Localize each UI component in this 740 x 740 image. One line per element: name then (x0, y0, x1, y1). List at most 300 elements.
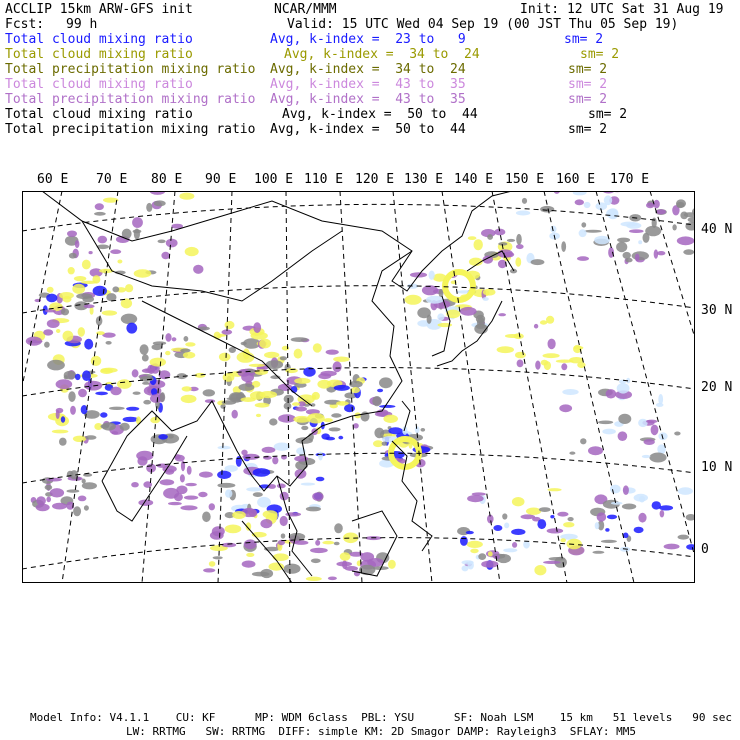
cloud-blob-lightblue (429, 271, 435, 280)
cloud-blob-purple (241, 372, 254, 382)
cloud-blob-lightblue (610, 485, 621, 494)
legend-desc: Avg, k-index = 43 to 35 (270, 92, 466, 107)
cloud-blob-yellow (125, 284, 133, 292)
cloud-blob-gray (64, 371, 76, 380)
cloud-blob-gray (153, 341, 166, 345)
cloud-blob-gray (284, 564, 301, 574)
cloud-blob-purple (52, 503, 67, 510)
cloud-blob-gray (616, 242, 627, 252)
cloud-blob-lightblue (602, 429, 616, 435)
cloud-blob-gray (143, 400, 151, 405)
cloud-blob-yellow (512, 497, 525, 506)
cloud-blob-purple (110, 387, 121, 396)
cloud-blob-yellow (333, 357, 350, 362)
cloud-blob-lightblue (415, 426, 420, 433)
cloud-blob-gray (284, 402, 292, 409)
cloud-blob-gray (203, 389, 215, 396)
cloud-blob-yellow (225, 525, 242, 534)
cloud-blob-yellow (232, 511, 246, 519)
cloud-blob-purple (516, 244, 524, 249)
cloud-blob-yellow (264, 352, 279, 358)
cloud-blob-gray (238, 384, 254, 391)
model-title: ACCLIP 15km ARW-GFS init (5, 2, 193, 17)
cloud-blob-blue (217, 471, 231, 479)
cloud-blob-yellow (59, 292, 74, 299)
cloud-blob-yellow (219, 353, 231, 362)
cloud-blob-gray (531, 259, 545, 265)
cloud-blob-gray (146, 203, 152, 212)
cloud-blob-purple (253, 322, 261, 333)
cloud-blob-blue (493, 525, 502, 531)
cloud-blob-gray (133, 392, 141, 395)
cloud-blob-blue (291, 386, 298, 393)
cloud-blob-yellow (246, 553, 254, 557)
cloud-blob-gray (382, 442, 388, 446)
cloud-blob-gray (598, 421, 613, 425)
cloud-blob-yellow (534, 565, 546, 575)
cloud-blob-gray (59, 438, 67, 446)
cloud-blob-gray (372, 396, 381, 406)
legend-desc: Avg, k-index = 50 to 44 (270, 122, 466, 137)
cloud-blob-lightblue (658, 394, 663, 405)
cloud-blob-purple (161, 252, 169, 260)
cloud-blob-gray (374, 428, 384, 439)
cloud-blob-yellow (470, 549, 478, 554)
cloud-blob-purple (26, 337, 42, 346)
cloud-blob-purple (260, 519, 272, 528)
legend-field: Total cloud mixing ratio (5, 107, 193, 122)
map-panel (22, 191, 695, 583)
cloud-blob-purple (328, 577, 337, 581)
cloud-blob-gray (184, 336, 189, 342)
init-time: Init: 12 UTC Sat 31 Aug 19 (520, 2, 724, 17)
cloud-blob-lightblue (579, 229, 587, 237)
cloud-blob-blue (511, 529, 525, 535)
cloud-blob-gray (134, 229, 140, 240)
cloud-blob-purple (333, 361, 342, 372)
cloud-blob-lightblue (638, 419, 648, 427)
legend-field: Total precipitation mixing ratio (5, 62, 256, 77)
cloud-blob-lightblue (246, 487, 262, 491)
legend-sm: sm= 2 (580, 47, 620, 62)
cloud-blob-yellow (292, 402, 300, 406)
cloud-blob-gray (301, 426, 308, 430)
cloud-blob-blue (100, 412, 107, 417)
cloud-blob-yellow (74, 276, 86, 281)
cloud-blob-yellow (102, 310, 117, 315)
cloud-blob-purple (180, 474, 185, 482)
cloud-blob-lightblue (584, 202, 591, 208)
cloud-blob-gray (202, 512, 211, 523)
cloud-blob-purple (517, 360, 524, 368)
cloud-blob-purple (543, 561, 561, 564)
cloud-blob-purple (575, 199, 584, 205)
cloud-blob-gray (676, 202, 684, 208)
cloud-blob-lightblue (595, 522, 600, 529)
cloud-blob-blue (46, 294, 57, 303)
lon-label: 170 E (610, 172, 650, 187)
cloud-blob-yellow (185, 342, 195, 346)
cloud-blob-gray (683, 249, 694, 255)
cloud-blob-yellow (209, 561, 216, 567)
cloud-blob-gray (222, 400, 236, 405)
cloud-blob-purple (198, 492, 207, 497)
cloud-blob-blue (605, 528, 609, 532)
cloud-blob-purple (43, 329, 53, 335)
legend-sm: sm= 2 (568, 77, 608, 92)
cloud-blob-yellow (185, 247, 199, 256)
cloud-blob-yellow (544, 361, 551, 370)
cloud-blob-lightblue (678, 487, 693, 495)
cloud-blob-purple (651, 425, 659, 436)
cloud-blob-gray (85, 435, 96, 440)
cloud-blob-gray (623, 252, 631, 259)
cloud-blob-purple (534, 324, 538, 329)
fcst-value: 99 h (66, 17, 98, 32)
cloud-blob-gray (652, 218, 657, 229)
cloud-blob-yellow (483, 289, 496, 296)
lon-label: 110 E (304, 172, 344, 187)
legend-sm: sm= 2 (564, 32, 604, 47)
model-info-line2: LW: RRTMG SW: RRTMG DIFF: simple KM: 2D Smagor DAMP: Rayleigh3 SFLAY: MM5 (126, 725, 636, 738)
lat-label: 20 N (701, 380, 733, 395)
cloud-blob-yellow (405, 295, 422, 305)
cloud-blob-yellow (259, 391, 277, 398)
cloud-blob-purple (78, 496, 87, 502)
legend-field: Total cloud mixing ratio (5, 32, 193, 47)
legend-field: Total precipitation mixing ratio (5, 122, 256, 137)
cloud-blob-yellow (100, 368, 113, 374)
cloud-blob-purple (176, 486, 187, 495)
lon-label: 140 E (454, 172, 494, 187)
cloud-blob-purple (677, 236, 695, 245)
cloud-blob-purple (557, 512, 568, 517)
cloud-blob-purple (174, 493, 183, 501)
cloud-blob-purple (656, 209, 666, 214)
cloud-blob-gray (334, 542, 340, 546)
cloud-blob-yellow (249, 364, 265, 367)
cloud-blob-gray (76, 293, 92, 299)
cloud-blob-lightblue (225, 489, 232, 497)
cloud-blob-gray (601, 540, 617, 543)
cloud-blob-yellow (165, 351, 170, 355)
legend-sm: sm= 2 (568, 62, 608, 77)
cloud-blob-purple (280, 516, 288, 526)
cloud-blob-gray (476, 324, 486, 329)
cloud-blob-gray (84, 505, 89, 510)
cloud-blob-blue (460, 536, 468, 546)
lon-label: 70 E (96, 172, 128, 187)
cloud-blob-purple (618, 431, 628, 441)
cloud-blob-gray (502, 513, 507, 519)
cloud-blob-gray (94, 212, 106, 216)
cloud-blob-purple (646, 420, 657, 424)
cloud-blob-gray (561, 241, 566, 252)
cloud-blob-yellow (52, 430, 69, 434)
cloud-blob-gray (284, 395, 294, 403)
cloud-blob-yellow (82, 260, 91, 270)
cloud-blob-yellow (183, 352, 195, 359)
cloud-blob-yellow (543, 353, 560, 358)
cloud-blob-purple (295, 407, 307, 412)
cloud-blob-lightblue (594, 236, 610, 245)
legend-field: Total cloud mixing ratio (5, 47, 193, 62)
cloud-blob-purple (131, 482, 139, 487)
lon-label: 60 E (37, 172, 69, 187)
cloud-blob-gray (154, 200, 166, 206)
cloud-blob-gray (106, 341, 112, 345)
cloud-blob-purple (75, 240, 80, 248)
cloud-blob-purple (242, 561, 256, 568)
cloud-blob-purple (168, 502, 182, 505)
cloud-blob-yellow (505, 334, 520, 338)
cloud-blob-purple (606, 389, 617, 398)
cloud-blob-yellow (263, 510, 278, 518)
cloud-blob-yellow (467, 541, 483, 548)
cloud-blob-purple (559, 404, 572, 412)
cloud-blob-purple (209, 503, 215, 510)
lon-label: 160 E (556, 172, 596, 187)
cloud-blob-gray (168, 434, 173, 438)
legend-desc: Avg, k-index = 23 to 9 (270, 32, 466, 47)
cloud-blob-purple (629, 229, 644, 233)
cloud-blob-purple (548, 339, 556, 350)
cloud-blob-lightblue (617, 383, 630, 394)
cloud-blob-yellow (324, 418, 333, 422)
cloud-blob-gray (120, 423, 130, 431)
cloud-blob-purple (210, 531, 224, 540)
cloud-blob-purple (172, 337, 177, 341)
cloud-blob-purple (78, 389, 87, 398)
cloud-blob-purple (165, 333, 171, 342)
cloud-blob-yellow (474, 239, 483, 250)
cloud-blob-blue (652, 501, 661, 509)
cloud-blob-yellow (556, 360, 574, 363)
cloud-blob-purple (660, 510, 665, 517)
cloud-blob-gray (632, 251, 649, 260)
legend-sm: sm= 2 (588, 107, 628, 122)
cloud-blob-gray (622, 504, 636, 510)
cloud-blob-blue (334, 385, 350, 391)
cloud-blob-lightblue (516, 211, 530, 216)
cloud-blob-gray (311, 559, 321, 564)
cloud-blob-purple (67, 231, 77, 237)
cloud-blob-purple (199, 472, 213, 478)
cloud-blob-purple (46, 478, 62, 482)
cloud-blob-gray (592, 551, 604, 554)
cloud-blob-yellow (294, 349, 303, 359)
cloud-blob-lightblue (318, 452, 323, 461)
cloud-blob-purple (646, 202, 654, 208)
cloud-blob-yellow (73, 436, 86, 442)
cloud-blob-lightblue (638, 240, 642, 244)
cloud-blob-gray (68, 391, 75, 402)
cloud-blob-yellow (546, 316, 554, 324)
cloud-blob-yellow (497, 346, 514, 353)
cloud-blob-purple (588, 446, 603, 455)
cloud-blob-gray (331, 413, 341, 417)
cloud-blob-purple (638, 513, 646, 523)
cloud-blob-lightblue (218, 446, 231, 450)
cloud-blob-gray (487, 234, 493, 240)
cloud-blob-purple (98, 236, 108, 244)
cloud-blob-yellow (313, 343, 322, 352)
cloud-blob-gray (61, 308, 69, 315)
cloud-blob-gray (253, 492, 263, 497)
cloud-blob-gray (67, 489, 80, 492)
cloud-blob-yellow (340, 552, 351, 561)
cloud-blob-purple (132, 217, 143, 228)
cloud-blob-yellow (294, 378, 310, 384)
cloud-blob-gray (45, 485, 53, 490)
cloud-blob-blue (537, 519, 546, 529)
cloud-blob-purple (547, 528, 564, 533)
cloud-blob-yellow (285, 368, 297, 373)
cloud-blob-purple (577, 256, 589, 261)
cloud-blob-purple (160, 479, 175, 485)
cloud-blob-blue (61, 416, 65, 422)
cloud-blob-blue (95, 392, 108, 396)
cloud-blob-gray (649, 453, 666, 463)
cloud-blob-lightblue (483, 297, 489, 301)
cloud-blob-yellow (181, 395, 197, 403)
cloud-blob-gray (568, 517, 574, 521)
cloud-blob-gray (69, 253, 77, 259)
cloud-blob-lightblue (504, 523, 509, 529)
cloud-blob-gray (241, 342, 247, 345)
cloud-blob-purple (272, 456, 278, 464)
cloud-blob-purple (203, 568, 215, 572)
cloud-blob-yellow (256, 414, 261, 417)
cloud-blob-gray (569, 452, 575, 455)
model-info-line1: Model Info: V4.1.1 CU: KF MP: WDM 6class PBL: YSU SF: Noah LSM 15 km 51 levels 90 sec (30, 711, 732, 724)
cloud-blob-purple (280, 492, 289, 501)
lat-label: 30 N (701, 303, 733, 318)
cloud-blob-gray (281, 533, 286, 538)
cloud-blob-yellow (81, 281, 97, 284)
cloud-blob-yellow (547, 488, 561, 491)
cloud-blob-purple (353, 423, 359, 428)
cloud-blob-yellow (259, 339, 271, 349)
cloud-blob-lightblue (468, 561, 474, 570)
cloud-blob-purple (175, 455, 185, 462)
cloud-blob-blue (158, 434, 168, 440)
cloud-blob-gray (329, 427, 341, 431)
cloud-blob-gray (581, 222, 586, 227)
legend-desc: Avg, k-index = 34 to 24 (284, 47, 480, 62)
cloud-blob-lightblue (462, 565, 469, 571)
cloud-blob-yellow (150, 358, 166, 367)
cloud-blob-purple (205, 399, 215, 403)
cloud-blob-lightblue (642, 455, 651, 458)
cloud-blob-yellow (336, 401, 349, 406)
cloud-blob-purple (664, 544, 680, 550)
cloud-blob-blue (93, 286, 107, 296)
cloud-blob-blue (377, 389, 383, 392)
cloud-blob-purple (110, 249, 121, 254)
cloud-blob-purple (84, 381, 102, 391)
cloud-blob-gray (96, 316, 103, 325)
cloud-blob-blue (84, 339, 93, 350)
cloud-blob-yellow (306, 577, 322, 581)
cloud-blob-blue (634, 527, 644, 533)
cloud-blob-yellow (322, 541, 334, 545)
cloud-blob-purple (56, 410, 60, 419)
cloud-blob-gray (180, 349, 190, 353)
cloud-blob-gray (539, 507, 551, 512)
cloud-blob-gray (140, 344, 149, 355)
fcst-label: Fcst: (5, 17, 45, 32)
cloud-blob-yellow (72, 284, 85, 294)
cloud-blob-blue (75, 374, 81, 380)
cloud-blob-blue (379, 405, 395, 408)
cloud-blob-yellow (63, 331, 74, 342)
cloud-blob-gray (580, 438, 586, 444)
cloud-blob-gray (379, 377, 393, 388)
cloud-blob-lightblue (274, 443, 290, 451)
org-label: NCAR/MMM (274, 2, 337, 17)
cloud-blob-gray (101, 424, 110, 429)
cloud-blob-lightblue (611, 502, 623, 505)
cloud-blob-blue (321, 433, 329, 439)
cloud-blob-purple (498, 260, 507, 268)
cloud-blob-purple (56, 379, 73, 389)
cloud-blob-blue (466, 531, 474, 534)
cloud-blob-purple (498, 313, 506, 316)
cloud-blob-lightblue (426, 296, 444, 304)
cloud-blob-purple (623, 485, 629, 495)
cloud-blob-yellow (241, 397, 256, 402)
cloud-blob-purple (244, 539, 257, 549)
cloud-blob-lightblue (301, 483, 315, 486)
cloud-blob-lightblue (606, 209, 618, 219)
cloud-blob-blue (82, 370, 91, 381)
cloud-blob-blue (607, 515, 617, 520)
cloud-blob-purple (310, 548, 328, 553)
cloud-blob-purple (46, 497, 51, 503)
cloud-blob-purple (278, 414, 296, 422)
cloud-blob-purple (315, 540, 320, 546)
cloud-blob-yellow (91, 356, 102, 366)
cloud-blob-purple (137, 456, 147, 465)
cloud-blob-gray (109, 407, 125, 410)
cloud-blob-yellow (312, 395, 316, 400)
cloud-blob-purple (185, 483, 197, 486)
cloud-blob-yellow (567, 539, 582, 550)
cloud-blob-yellow (251, 332, 268, 340)
cloud-blob-gray (121, 314, 137, 325)
valid-time: Valid: 15 UTC Wed 04 Sep 19 (00 JST Thu 05 Sep 19) (287, 17, 679, 32)
cloud-blob-yellow (273, 553, 289, 561)
legend-field: Total precipitation mixing ratio (5, 92, 256, 107)
cloud-blob-purple (326, 350, 339, 355)
cloud-blob-purple (467, 495, 484, 502)
cloud-blob-gray (306, 507, 321, 512)
cloud-blob-gray (678, 535, 690, 540)
cloud-blob-yellow (574, 346, 584, 350)
cloud-blob-purple (597, 512, 607, 521)
cloud-blob-purple (644, 439, 655, 445)
cloud-blob-purple (89, 251, 93, 254)
cloud-blob-gray (522, 198, 527, 204)
cloud-blob-gray (142, 354, 149, 361)
cloud-blob-purple (294, 541, 308, 545)
cloud-blob-blue (550, 515, 554, 518)
cloud-blob-yellow (526, 508, 541, 515)
cloud-blob-purple (95, 203, 104, 210)
cloud-blob-lightblue (550, 226, 556, 233)
cloud-blob-purple (70, 406, 76, 415)
